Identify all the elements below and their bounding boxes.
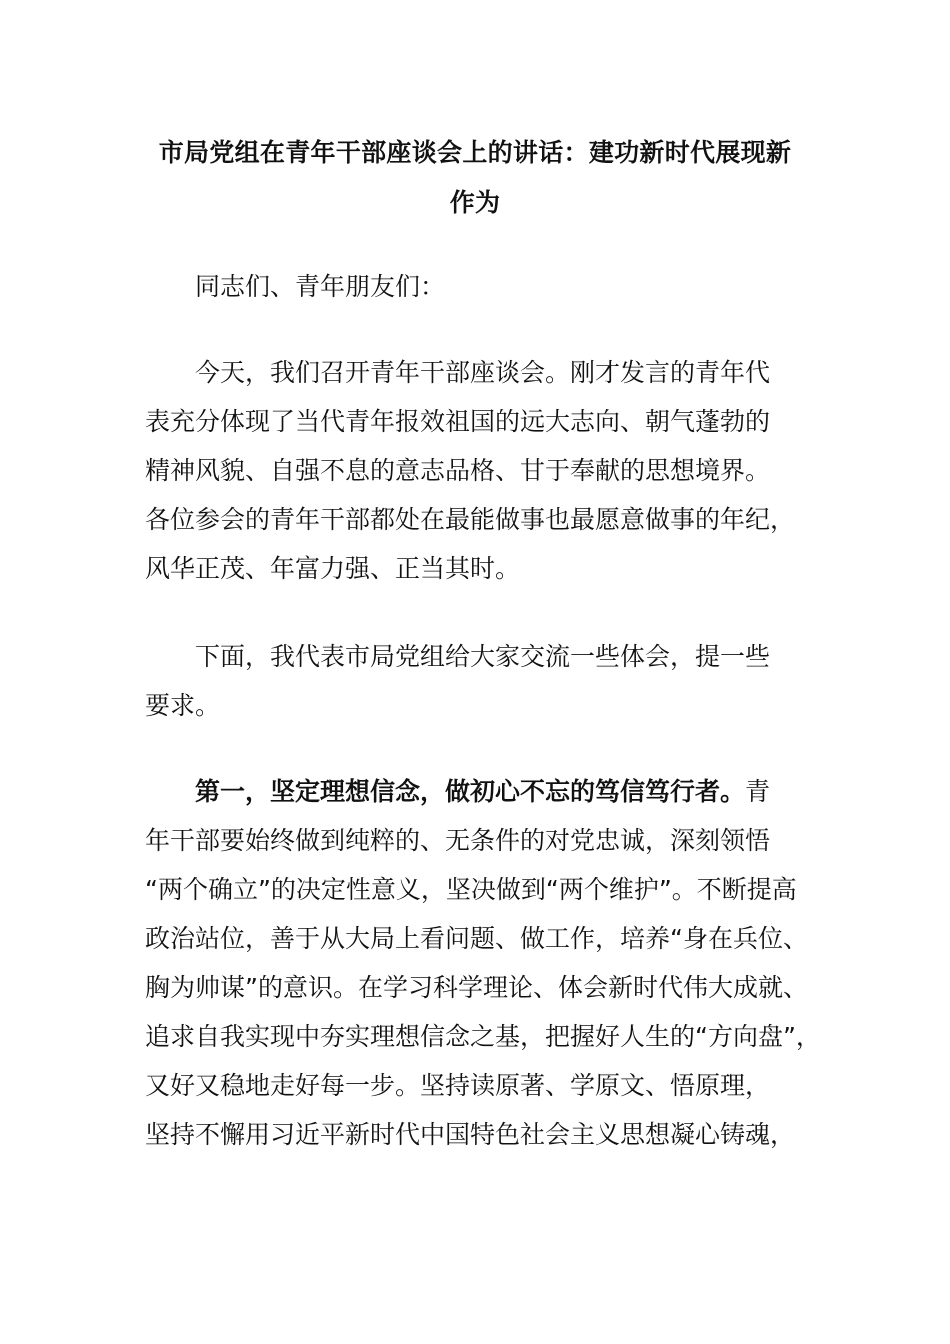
greeting-paragraph (145, 262, 805, 311)
document-title (145, 128, 805, 228)
paragraph-line: 政治站位，善于从大局上看问题、做工作，培养“身在兵位、 (145, 924, 808, 953)
opening-paragraph (145, 348, 805, 593)
point-one-heading: 第一，坚定理想信念，做初心不忘的笃信笃行者。 (195, 777, 746, 806)
paragraph-line: 追求自我实现中夯实理想信念之基，把握好人生的“方向盘”， (145, 1022, 821, 1051)
point-one-paragraph (145, 767, 821, 1159)
title-line-2: 作为 (449, 188, 501, 217)
paragraph-line: 各位参会的青年干部都处在最能做事也最愿意做事的年纪， (145, 505, 796, 534)
transition-paragraph (145, 632, 805, 730)
paragraph-line: 风华正茂、年富力强、正当其时。 (145, 554, 521, 583)
paragraph-line: 又好又稳地走好每一步。坚持读原著、学原文、悟原理， (145, 1071, 771, 1100)
paragraph-line: 下面，我代表市局党组给大家交流一些体会，提一些 (195, 642, 771, 671)
title-line-1: 市局党组在青年干部座谈会上的讲话：建功新时代展现新 (158, 138, 792, 167)
paragraph-line: 胸为帅谋”的意识。在学习科学理论、体会新时代伟大成就、 (145, 973, 808, 1002)
paragraph-line: 精神风貌、自强不息的意志品格、甘于奉献的思想境界。 (145, 456, 771, 485)
paragraph-line: 坚持不懈用习近平新时代中国特色社会主义思想凝心铸魂， (145, 1120, 796, 1149)
point-one-first-line-rest: 青 (745, 777, 771, 806)
greeting-text: 同志们、青年朋友们： (195, 272, 446, 301)
paragraph-line: 表充分体现了当代青年报效祖国的远大志向、朝气蓬勃的 (145, 407, 771, 436)
paragraph-line (145, 767, 805, 816)
paragraph-line: 今天，我们召开青年干部座谈会。刚才发言的青年代 (195, 358, 771, 387)
paragraph-line: 年干部要始终做到纯粹的、无条件的对党忠诚，深刻领悟 (145, 826, 771, 855)
paragraph-line: “两个确立”的决定性意义，坚决做到“两个维护”。不断提高 (145, 875, 797, 904)
paragraph-line: 要求。 (145, 691, 221, 720)
